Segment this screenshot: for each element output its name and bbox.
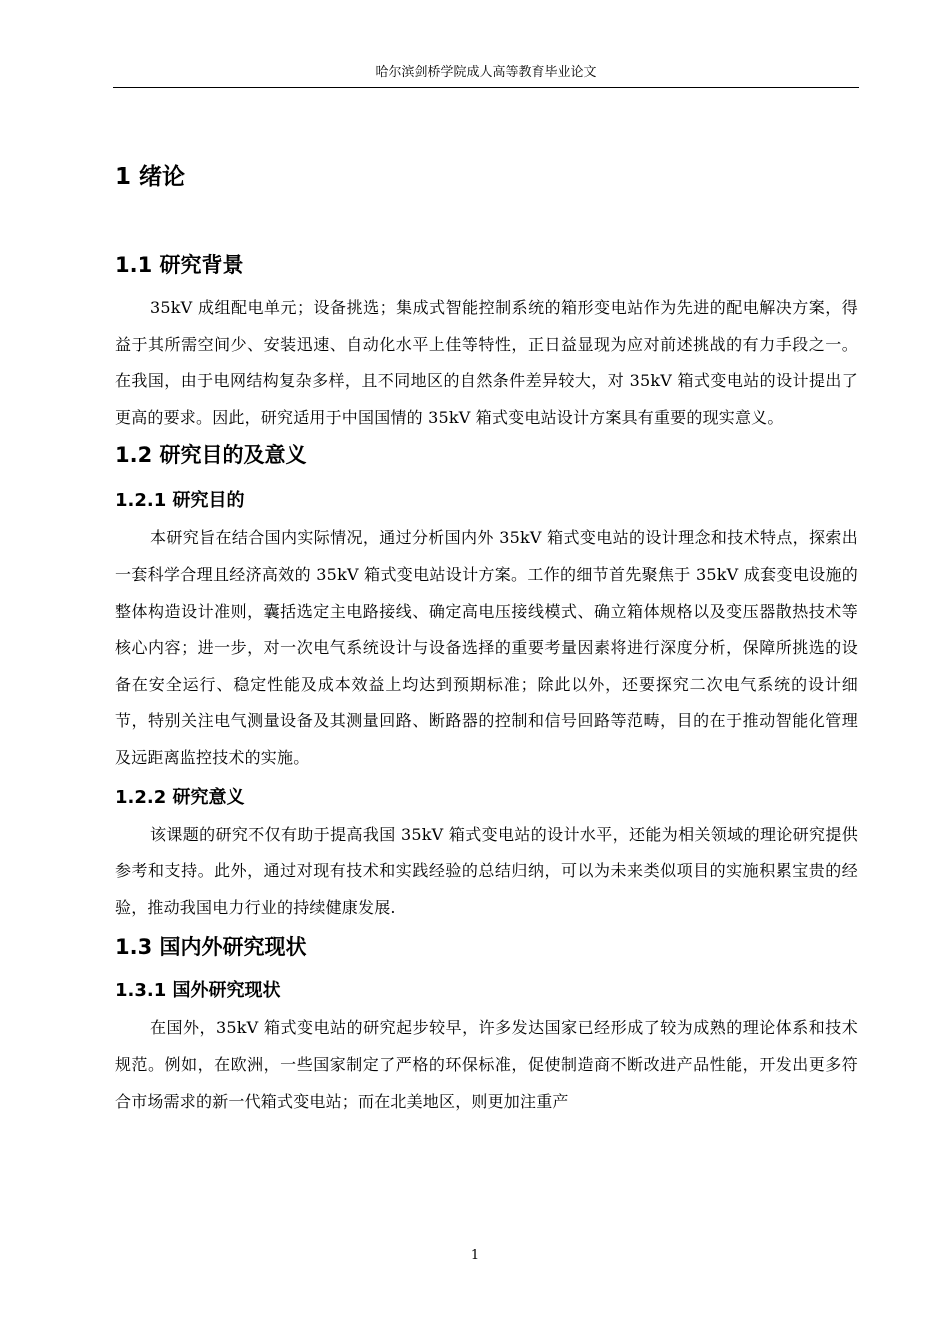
subsection-title-1-3-1: 1.3.1 国外研究现状 bbox=[115, 980, 281, 1002]
page-header: 哈尔滨剑桥学院成人高等教育毕业论文 bbox=[375, 65, 597, 80]
paragraph-1-2-2: 该课题的研究不仅有助于提高我国 35kV 箱式变电站的设计水平，还能为相关领域的理论研究提供参考和支持。此外，通过对现有技术和实践经验的总结归纳，可以为未来类似项目的实施积累宝贵的经验，推动我国电力行业的持续健康发展. bbox=[115, 824, 858, 917]
section-title-1-3: 1.3 国内外研究现状 bbox=[115, 935, 307, 960]
section-title-1-1: 1.1 研究背景 bbox=[115, 253, 244, 277]
paragraph-1-1: 35kV 成组配电单元；设备挑选；集成式智能控制系统的箱形变电站作为先进的配电解决方案，得益于其所需空间少、安装迅速、自动化水平上佳等特性，正日益显现为应对前述挑战的有力手段之一。 在我国，由于电网结构复杂多样，且不同地区的自然条件差异较大，对 35kV 箱式变电站的设计提出了更高的要求。因此，研究适用于中国国情的 35kV 箱式变电站设计方案具有重要的现实意义。 bbox=[115, 298, 858, 427]
subsection-title-1-2-1: 1.2.1 研究目的 bbox=[115, 490, 245, 512]
paragraph-1-3-1: 在国外，35kV 箱式变电站的研究起步较早，许多发达国家已经形成了较为成熟的理论体系和技术规范。例如，在欧洲，一些国家制定了严格的环保标准，促使制造商不断改进产品性能，开发出更多符合市场需求的新一代箱式变电站；而在北美地区，则更加注重产 bbox=[115, 1018, 858, 1111]
chapter-title: 1 绪论 bbox=[115, 164, 186, 190]
page-number: 1 bbox=[470, 1248, 480, 1263]
header-rule bbox=[113, 87, 859, 88]
section-title-1-2: 1.2 研究目的及意义 bbox=[115, 443, 307, 468]
document-body bbox=[115, 150, 858, 1120]
subsection-title-1-2-2: 1.2.2 研究意义 bbox=[115, 786, 245, 808]
paragraph-1-2-1: 本研究旨在结合国内实际情况，通过分析国内外 35kV 箱式变电站的设计理念和技术特点，探索出一套科学合理且经济高效的 35kV 箱式变电站设计方案。工作的细节首先聚焦于 35kV 成套变电设施的整体构造设计准则，囊括选定主电路接线、确定高电压接线模式、确立箱体规格以及变压器散热技术等核心内容；进一步，对一次电气系统设计与设备选择的重要考量因素将进行深度分析，保障所挑选的设备在安全运行、稳定性能及成本效益上均达到预期标准；除此以外，还要探究二次电气系统的设计细节，特别关注电气测量设备及其测量回路、断路器的控制和信号回路等范畴，目的在于推动智能化管理及远距离监控技术的实施。 bbox=[115, 528, 858, 767]
